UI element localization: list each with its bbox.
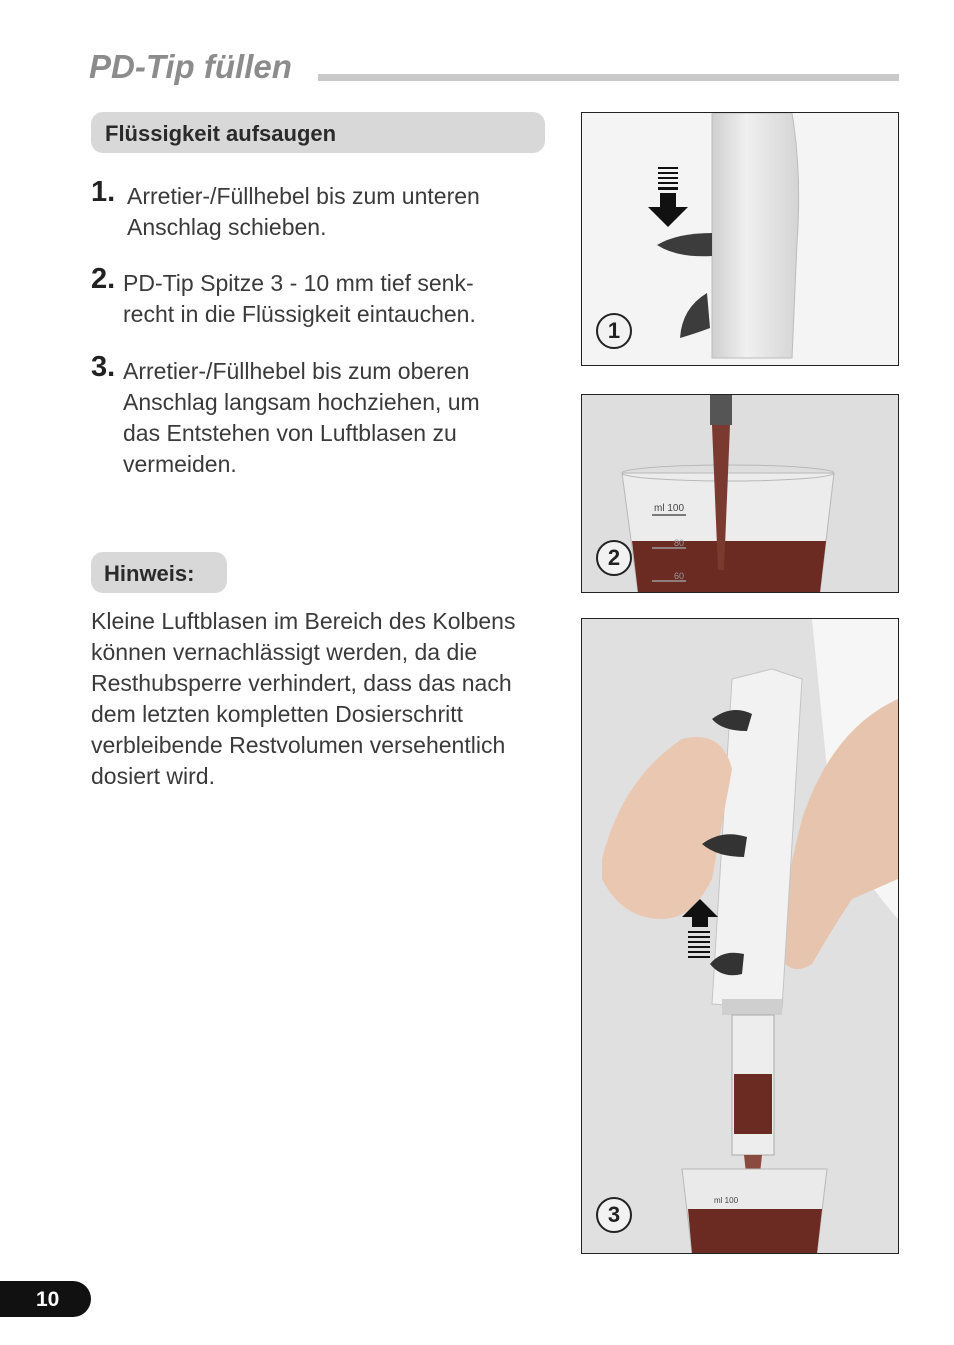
figure-2-photo bbox=[581, 394, 899, 593]
figure-1-photo bbox=[581, 112, 899, 366]
step-text: Arretier-/Füllhebel bis zum unteren Anschlag schieben. bbox=[127, 183, 480, 240]
lever-upper bbox=[657, 233, 712, 256]
beaker-label: ml 100 bbox=[654, 503, 685, 514]
step-text: Arretier-/Füllhebel bis zum oberen Anschlag langsam hochziehen, um das Entstehen von Luftblasen zu vermeiden. bbox=[123, 358, 480, 477]
figure-badge: 1 bbox=[596, 313, 632, 349]
page-number-tab bbox=[0, 1281, 91, 1317]
page-number: 10 bbox=[36, 1288, 60, 1311]
hint-heading-pill bbox=[91, 552, 227, 593]
lever-lower bbox=[680, 293, 710, 338]
step-1 bbox=[91, 176, 561, 243]
step-2 bbox=[91, 263, 561, 330]
hint-text: Kleine Luftblasen im Bereich des Kolbens können vernachlässigt werden, da die Resthubsperre verhindert, dass das nach dem letzten kompletten Dosierschritt verbleibende Restvolumen versehentlich dosiert wird. bbox=[91, 608, 516, 789]
hand-dispenser-illustration bbox=[582, 619, 898, 1253]
step-number: 3. bbox=[91, 351, 116, 383]
step-3 bbox=[91, 351, 561, 480]
figure-badge: 2 bbox=[596, 540, 632, 576]
beaker-label: ml 100 bbox=[714, 1196, 739, 1205]
figure-3-photo bbox=[581, 618, 899, 1254]
left-hand bbox=[602, 737, 732, 919]
section-heading-pill bbox=[91, 112, 545, 153]
down-arrow-icon bbox=[648, 167, 688, 227]
lever-upper bbox=[712, 710, 752, 731]
section-heading: Flüssigkeit aufsaugen bbox=[105, 121, 337, 146]
page-title: PD-Tip füllen bbox=[89, 48, 292, 85]
step-text: PD-Tip Spitze 3 - 10 mm tief senk- recht in die Flüssigkeit eintauchen. bbox=[123, 270, 476, 327]
step-number: 2. bbox=[91, 263, 116, 295]
beaker-tick: 80 bbox=[674, 538, 685, 548]
figure-badge: 3 bbox=[596, 1197, 632, 1233]
title-rule bbox=[318, 74, 899, 81]
step-number: 1. bbox=[91, 176, 116, 208]
beaker-tick: 60 bbox=[674, 571, 685, 581]
hint-heading: Hinweis: bbox=[104, 561, 195, 586]
